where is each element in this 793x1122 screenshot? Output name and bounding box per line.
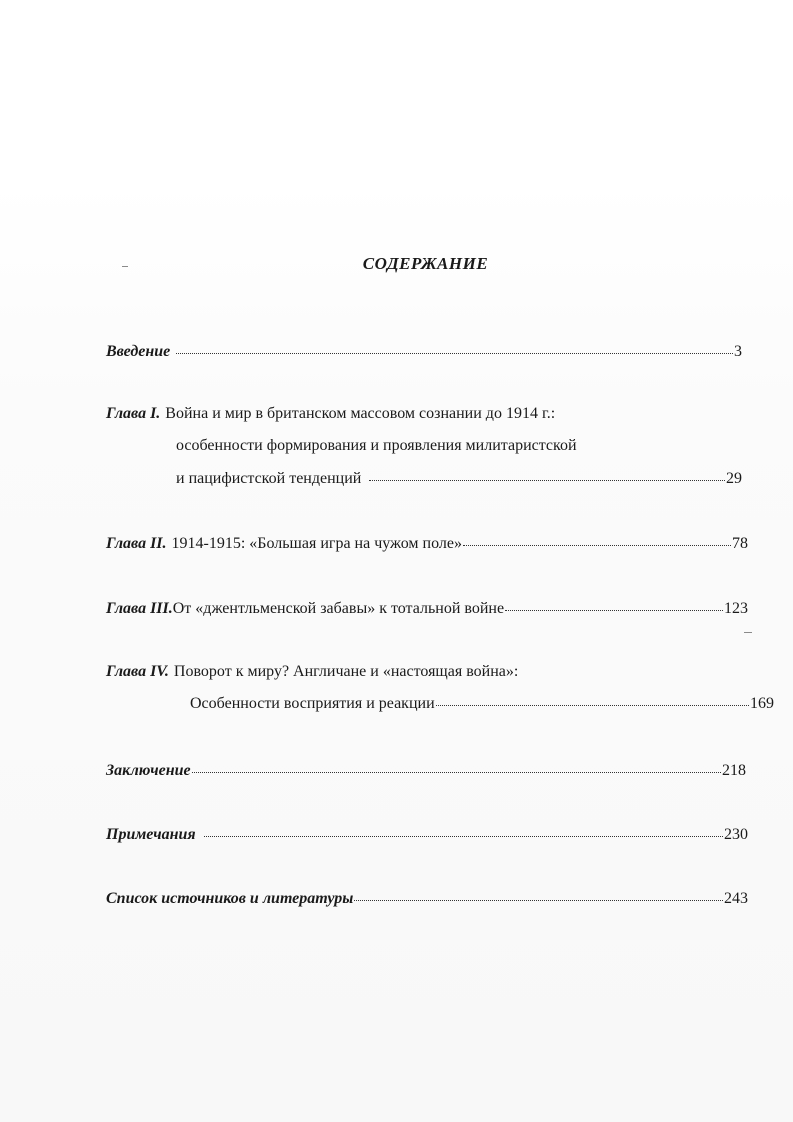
page-number: 3 <box>734 343 742 360</box>
toc-label: Список источников и литературы <box>106 890 354 907</box>
dot-leader <box>369 467 725 483</box>
toc-title-line: и пацифистской тенденций <box>176 470 362 487</box>
toc-label: Глава III. <box>106 600 173 617</box>
toc-entry-chapter-3 <box>106 597 748 619</box>
dot-leader <box>192 759 721 775</box>
page-title: СОДЕРЖАНИЕ <box>362 254 489 273</box>
page-number: 243 <box>724 890 748 907</box>
toc-entry-intro <box>106 340 742 362</box>
dot-leader <box>204 823 723 839</box>
page-number: 123 <box>724 600 748 617</box>
toc-entry-chapter-1-line3 <box>176 467 742 489</box>
toc-entry-chapter-4-line2 <box>190 692 774 714</box>
toc-entry-chapter-4 <box>106 662 518 682</box>
toc-entry-chapter-1-line2 <box>176 436 577 456</box>
toc-title-line: 1914-1915: «Большая игра на чужом поле» <box>171 535 462 552</box>
page-number: 169 <box>750 695 774 712</box>
toc-label: Примечания <box>106 826 196 843</box>
toc-entry-notes <box>106 823 748 845</box>
toc-label: Глава IV. <box>106 663 169 680</box>
toc-title-line: особенности формирования и проявления милитаристской <box>176 437 577 454</box>
dot-leader <box>436 692 749 708</box>
toc-label: Введение <box>106 343 171 360</box>
toc-title-line: Особенности восприятия и реакции <box>190 695 435 712</box>
toc-title-line: Поворот к миру? Англичане и «настоящая война»: <box>173 663 519 680</box>
toc-title-line: Война и мир в британском массовом сознании до 1914 г.: <box>165 405 556 422</box>
dot-leader <box>505 597 723 613</box>
toc-label: Глава I. <box>106 405 161 422</box>
page-number: 218 <box>722 762 746 779</box>
toc-entry-sources <box>106 887 748 909</box>
toc-label: Глава II. <box>106 535 167 552</box>
scan-speck <box>744 632 752 633</box>
dot-leader <box>354 887 723 903</box>
toc-entry-chapter-2 <box>106 532 748 554</box>
page-number: 230 <box>724 826 748 843</box>
toc-entry-chapter-1 <box>106 404 555 424</box>
toc-entry-conclusion <box>106 759 746 781</box>
page-number: 29 <box>726 470 742 487</box>
dot-leader <box>176 340 733 356</box>
toc-label: Заключение <box>106 762 191 779</box>
dot-leader <box>463 532 731 548</box>
toc-title-line: От «джентльменской забавы» к тотальной войне <box>172 600 505 617</box>
page-number: 78 <box>732 535 748 552</box>
